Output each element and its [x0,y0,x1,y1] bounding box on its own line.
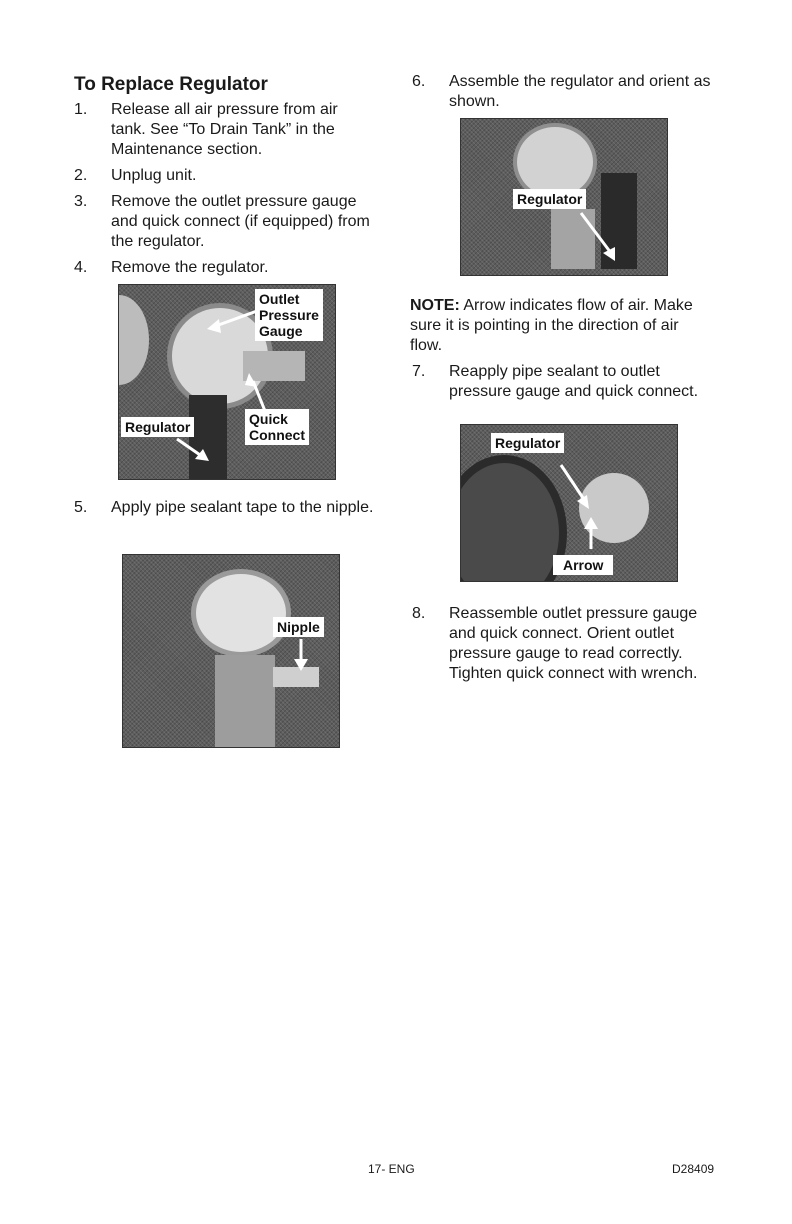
callout-quick-connect: Quick Connect [245,409,309,445]
step-3: 3. Remove the outlet pressure gauge and quick connect (if equipped) from the regulator. [74,193,370,250]
callout-arrows [123,555,339,747]
steps-list-left-bottom [74,498,374,524]
callout-regulator: Regulator [121,417,194,437]
callout-arrow: Arrow [553,555,613,575]
step-text: Reassemble outlet pressure gauge and quick connect. Orient outlet pressure gauge to read correctly. Tighten quick connect with wrench. [449,605,698,682]
figure-arrow-photo [460,424,678,582]
step-text: Remove the outlet pressure gauge and quick connect (if equipped) from the regulator. [111,193,370,250]
step-text: Unplug unit. [111,167,197,184]
step-2: 2. Unplug unit. [74,167,197,184]
step-text: Assemble the regulator and orient as shown. [449,73,711,110]
steps-list-right-middle [412,362,712,408]
steps-list-right-bottom [412,604,722,690]
step-text: Remove the regulator. [111,259,269,276]
document-id: D28409 [672,1162,715,1176]
figure-remove-gauge-photo [118,284,336,480]
step-text: Release all air pressure from air tank. See “To Drain Tank” in the Maintenance section. [111,101,338,158]
step-text: Reapply pipe sealant to outlet pressure gauge and quick connect. [449,363,699,400]
callout-regulator: Regulator [491,433,564,453]
note-paragraph [410,296,710,356]
steps-list-left-top [74,100,374,284]
step-text: Apply pipe sealant tape to the nipple. [111,499,374,516]
step-8: 8. Reassemble outlet pressure gauge and quick connect. Orient outlet pressure gauge to read correctly. Tighten quick connect with wrench. [412,605,698,682]
callout-nipple: Nipple [273,617,324,637]
figure-assemble-regulator-photo [460,118,668,276]
step-6: 6. Assemble the regulator and orient as shown. [412,73,711,110]
step-4: 4. Remove the regulator. [74,259,269,276]
step-1: 1. Release all air pressure from air tank. See “To Drain Tank” in the Maintenance section. [74,101,338,158]
callout-outlet-pressure-gauge: Outlet Pressure Gauge [255,289,323,341]
step-7: 7. Reapply pipe sealant to outlet pressure gauge and quick connect. [412,363,699,400]
callout-regulator: Regulator [513,189,586,209]
steps-list-right-top [412,72,712,118]
step-5: 5. Apply pipe sealant tape to the nipple. [74,499,374,516]
section-title: To Replace Regulator [74,74,268,95]
note-label: NOTE: [410,297,460,314]
page-number: 17- ENG [368,1162,415,1176]
note-text: Arrow indicates flow of air. Make sure it is pointing in the direction of air flow. [410,297,693,354]
figure-nipple-photo [122,554,340,748]
